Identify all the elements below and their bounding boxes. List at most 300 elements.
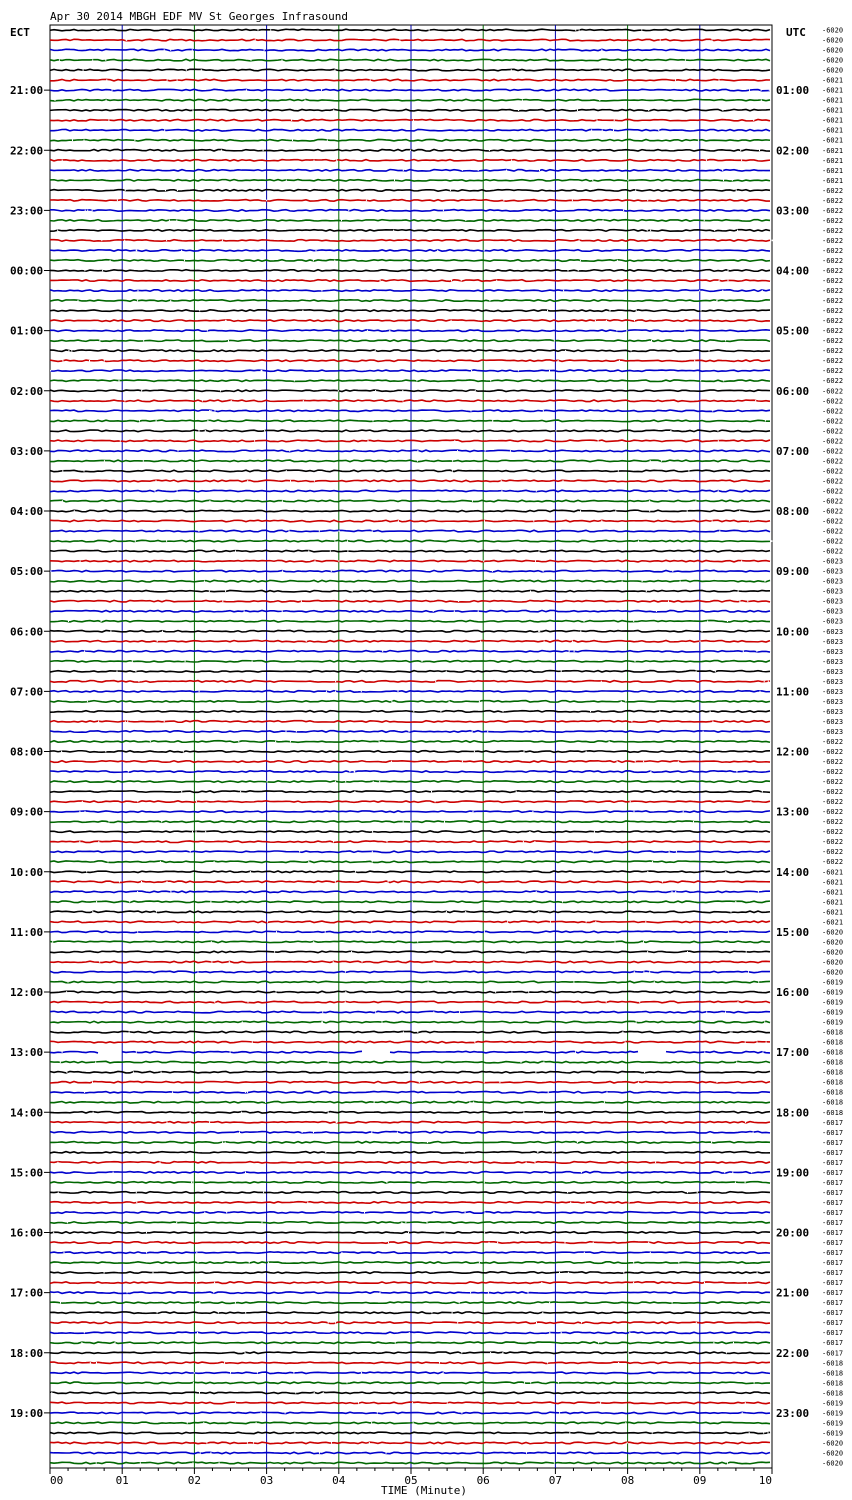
trace-speck [92,210,93,212]
row-offset-label: -6022 [822,367,844,376]
trace-speck [248,1001,249,1003]
row-offset-label: -6020 [822,928,844,937]
trace-speck [334,260,335,262]
trace-speck [338,390,339,392]
trace-speck [418,580,419,582]
trace-row-83 [50,861,770,863]
row-offset-label: -6022 [822,527,844,536]
trace-row-100 [50,1031,770,1033]
trace-speck [580,510,581,512]
trace-speck [687,951,688,953]
trace-speck [412,901,413,903]
row-offset-label: -6022 [822,377,844,386]
trace-speck [399,39,400,41]
trace-speck [370,79,371,81]
hour-label-left: 16:00 [10,1226,44,1240]
trace-speck [603,220,604,222]
trace-row-96 [50,991,770,993]
trace-speck [74,510,75,512]
trace-speck [214,861,215,863]
row-offset-label: -6022 [822,838,844,847]
trace-speck [66,991,67,993]
trace-speck [732,1172,733,1174]
trace-speck [146,1232,147,1234]
trace-speck [613,129,614,131]
trace-speck [136,1202,137,1204]
hour-label-right: 18:00 [776,1106,810,1120]
trace-speck [129,901,130,903]
trace-speck [724,1172,725,1174]
row-offset-label: -6022 [822,287,844,296]
trace-speck [79,811,80,813]
trace-row-126 [50,1292,770,1294]
trace-row-110 [50,1132,770,1134]
trace-speck [235,1402,236,1404]
trace-speck [537,1152,538,1154]
trace-speck [618,470,619,472]
trace-speck [764,1021,765,1023]
trace-speck [538,911,539,913]
trace-speck [601,681,602,683]
trace-speck [135,540,136,542]
trace-speck [575,29,576,31]
trace-speck [579,240,580,242]
trace-speck [231,400,232,402]
hour-label-right: 03:00 [776,204,810,218]
trace-row-98 [50,1011,770,1013]
trace-row-4 [50,69,770,71]
trace-speck [367,330,368,332]
trace-speck [758,981,759,983]
row-offset-label: -6022 [822,337,844,346]
data-gap-2 [641,1047,663,1057]
trace-speck [419,1081,420,1083]
trace-speck [83,69,84,71]
trace-speck [348,210,349,212]
trace-row-104 [50,1071,770,1073]
row-offset-label: -6023 [822,637,844,646]
trace-speck [183,751,184,753]
trace-speck [569,1432,570,1434]
trace-speck [615,510,616,512]
trace-speck [579,29,580,31]
trace-speck [333,961,334,963]
row-offset-label: -6023 [822,627,844,636]
trace-row-78 [50,811,770,813]
trace-speck [480,641,481,643]
trace-speck [529,831,530,833]
trace-speck [253,1442,254,1444]
trace-speck [747,600,748,602]
trace-speck [745,1182,746,1184]
trace-speck [218,1312,219,1314]
hour-label-right: 21:00 [776,1286,810,1300]
row-offset-label: -6022 [822,437,844,446]
trace-speck [523,1112,524,1114]
trace-speck [210,901,211,903]
trace-speck [87,701,88,703]
trace-speck [465,220,466,222]
trace-row-125 [50,1282,770,1284]
row-offset-label: -6022 [822,417,844,426]
trace-speck [245,1352,246,1354]
trace-row-129 [50,1322,770,1324]
trace-speck [622,580,623,582]
trace-speck [558,360,559,362]
trace-speck [78,300,79,302]
trace-speck [660,39,661,41]
trace-speck [124,400,125,402]
trace-speck [102,270,103,272]
trace-row-64 [50,671,770,673]
trace-row-0 [50,29,770,31]
trace-speck [702,631,703,633]
trace-row-5 [50,79,770,81]
trace-speck [98,721,99,723]
trace-speck [644,1071,645,1073]
trace-speck [299,851,300,853]
trace-speck [580,260,581,262]
trace-speck [166,540,167,542]
x-tick-label: 00 [50,1474,64,1487]
trace-speck [556,1452,557,1454]
trace-speck [538,631,539,633]
row-offset-label: -6017 [822,1118,844,1127]
trace-speck [228,340,229,342]
trace-speck [84,651,85,653]
trace-speck [652,1432,653,1434]
trace-speck [750,801,751,803]
trace-speck [651,340,652,342]
hour-label-left: 03:00 [10,444,44,458]
trace-row-122 [50,1252,770,1254]
trace-row-54 [50,570,770,572]
x-tick-label: 09 [693,1474,707,1487]
trace-speck [170,300,171,302]
trace-speck [282,610,283,612]
hour-label-right: 16:00 [776,986,810,1000]
trace-speck [447,1402,448,1404]
trace-speck [199,430,200,432]
trace-speck [222,600,223,602]
trace-row-37 [50,400,770,402]
trace-speck [534,841,535,843]
trace-speck [599,99,600,101]
trace-speck [670,430,671,432]
trace-row-26 [50,290,770,292]
trace-row-71 [50,741,770,743]
trace-speck [696,671,697,673]
trace-speck [595,320,596,322]
trace-speck [652,861,653,863]
row-offset-label: -6020 [822,46,844,55]
row-offset-label: -6017 [822,1178,844,1187]
trace-speck [572,200,573,202]
trace-speck [50,570,51,572]
trace-speck [209,590,210,592]
trace-speck [625,1422,626,1424]
trace-speck [104,460,105,462]
trace-speck [185,661,186,663]
trace-row-36 [50,390,770,392]
trace-speck [313,941,314,943]
row-offset-label: -6022 [822,327,844,336]
trace-speck [132,661,133,663]
trace-speck [371,931,372,933]
trace-speck [211,941,212,943]
trace-speck [754,1382,755,1384]
hour-label-right: 20:00 [776,1226,810,1240]
trace-speck [626,330,627,332]
trace-speck [473,1101,474,1103]
trace-speck [176,1222,177,1224]
trace-speck [731,1031,732,1033]
trace-speck [678,761,679,763]
hour-label-left: 22:00 [10,144,44,158]
trace-row-115 [50,1182,770,1184]
trace-speck [469,1162,470,1164]
trace-speck [510,450,511,452]
trace-speck [92,59,93,61]
row-offset-label: -6018 [822,1058,844,1067]
trace-speck [567,1192,568,1194]
trace-speck [136,1192,137,1194]
trace-speck [138,681,139,683]
trace-speck [459,1302,460,1304]
left-timezone-label: ECT [10,26,30,39]
trace-speck [92,911,93,913]
row-offset-label: -6022 [822,277,844,286]
row-offset-label: -6022 [822,246,844,255]
trace-row-140 [50,1432,770,1434]
trace-speck [328,1061,329,1063]
trace-speck [226,320,227,322]
hour-label-left: 19:00 [10,1406,44,1420]
trace-speck [137,931,138,933]
trace-speck [451,280,452,282]
trace-speck [157,641,158,643]
hour-label-left: 15:00 [10,1166,44,1180]
trace-speck [668,600,669,602]
trace-row-117 [50,1202,770,1204]
trace-speck [756,651,757,653]
trace-speck [361,691,362,693]
trace-speck [647,230,648,232]
trace-speck [193,1462,194,1464]
hour-label-right: 04:00 [776,264,810,278]
trace-speck [489,300,490,302]
trace-speck [539,170,540,172]
trace-speck [643,761,644,763]
trace-speck [741,560,742,562]
trace-speck [621,701,622,703]
hour-label-right: 02:00 [776,144,810,158]
trace-speck [93,1112,94,1114]
row-offset-label: -6019 [822,988,844,997]
trace-speck [326,691,327,693]
trace-speck [717,1081,718,1083]
row-offset-label: -6017 [822,1319,844,1328]
trace-speck [536,490,537,492]
trace-speck [214,1001,215,1003]
trace-speck [633,1282,634,1284]
trace-speck [315,560,316,562]
trace-speck [753,119,754,121]
trace-speck [489,150,490,152]
trace-speck [431,1312,432,1314]
trace-row-66 [50,691,770,693]
trace-speck [358,1402,359,1404]
trace-row-106 [50,1091,770,1093]
trace-row-105 [50,1081,770,1083]
trace-speck [581,1322,582,1324]
trace-speck [202,400,203,402]
trace-speck [643,941,644,943]
trace-speck [252,661,253,663]
trace-row-42 [50,450,770,452]
trace-speck [701,981,702,983]
trace-speck [616,330,617,332]
trace-speck [225,1142,226,1144]
trace-speck [568,1272,569,1274]
trace-speck [435,681,436,683]
trace-speck [656,610,657,612]
hour-label-left: 04:00 [10,505,44,519]
trace-speck [634,811,635,813]
trace-speck [541,1282,542,1284]
trace-speck [276,991,277,993]
hour-label-right: 15:00 [776,925,810,939]
trace-speck [698,139,699,141]
trace-row-38 [50,410,770,412]
trace-speck [718,440,719,442]
trace-speck [450,190,451,192]
trace-speck [601,49,602,51]
trace-row-39 [50,420,770,422]
trace-speck [345,1001,346,1003]
trace-row-118 [50,1212,770,1214]
trace-speck [403,170,404,172]
trace-speck [561,671,562,673]
row-offset-label: -6022 [822,758,844,767]
trace-speck [361,1372,362,1374]
row-offset-label: -6023 [822,567,844,576]
trace-speck [244,610,245,612]
trace-speck [478,610,479,612]
trace-row-53 [50,560,770,562]
row-offset-label: -6022 [822,798,844,807]
trace-speck [319,1452,320,1454]
trace-speck [61,751,62,753]
trace-row-133 [50,1362,770,1364]
trace-speck [267,1142,268,1144]
trace-speck [600,1402,601,1404]
row-offset-label: -6023 [822,707,844,716]
row-offset-label: -6020 [822,968,844,977]
trace-speck [333,109,334,111]
trace-speck [282,59,283,61]
trace-speck [192,831,193,833]
trace-speck [84,470,85,472]
trace-speck [81,1342,82,1344]
trace-speck [638,540,639,542]
trace-speck [706,160,707,162]
trace-speck [725,340,726,342]
trace-speck [440,711,441,713]
trace-speck [712,39,713,41]
trace-speck [465,911,466,913]
trace-speck [641,29,642,31]
trace-speck [99,961,100,963]
row-offset-label: -6023 [822,667,844,676]
trace-speck [341,1252,342,1254]
row-offset-label: -6017 [822,1188,844,1197]
trace-speck [602,129,603,131]
trace-speck [302,310,303,312]
trace-speck [224,1362,225,1364]
trace-speck [565,350,566,352]
trace-speck [203,1422,204,1424]
trace-speck [758,891,759,893]
trace-speck [170,891,171,893]
trace-speck [738,590,739,592]
trace-speck [409,1071,410,1073]
trace-speck [617,260,618,262]
trace-speck [688,470,689,472]
row-offset-label: -6021 [822,126,844,135]
trace-speck [676,851,677,853]
row-offset-label: -6022 [822,487,844,496]
trace-speck [115,1342,116,1344]
trace-speck [470,1292,471,1294]
trace-row-81 [50,841,770,843]
trace-speck [335,781,336,783]
trace-speck [286,180,287,182]
trace-speck [372,831,373,833]
trace-speck [416,380,417,382]
trace-speck [572,641,573,643]
trace-speck [290,741,291,743]
trace-speck [176,220,177,222]
row-offset-label: -6020 [822,66,844,75]
right-timezone-label: UTC [786,26,806,39]
trace-row-23 [50,260,770,262]
trace-speck [181,250,182,252]
trace-speck [771,49,772,51]
row-offset-label: -6017 [822,1339,844,1348]
row-offset-label: -6017 [822,1249,844,1258]
trace-speck [429,29,430,31]
hour-label-right: 13:00 [776,805,810,819]
row-offset-label: -6017 [822,1239,844,1248]
trace-speck [490,380,491,382]
trace-speck [247,1442,248,1444]
trace-speck [178,450,179,452]
trace-speck [484,520,485,522]
trace-speck [393,230,394,232]
trace-speck [198,971,199,973]
trace-speck [422,661,423,663]
trace-speck [335,881,336,883]
trace-speck [725,871,726,873]
trace-speck [535,1071,536,1073]
trace-speck [771,540,772,542]
trace-row-95 [50,981,770,983]
trace-speck [521,1061,522,1063]
trace-speck [647,200,648,202]
trace-speck [417,450,418,452]
trace-speck [247,1091,248,1093]
